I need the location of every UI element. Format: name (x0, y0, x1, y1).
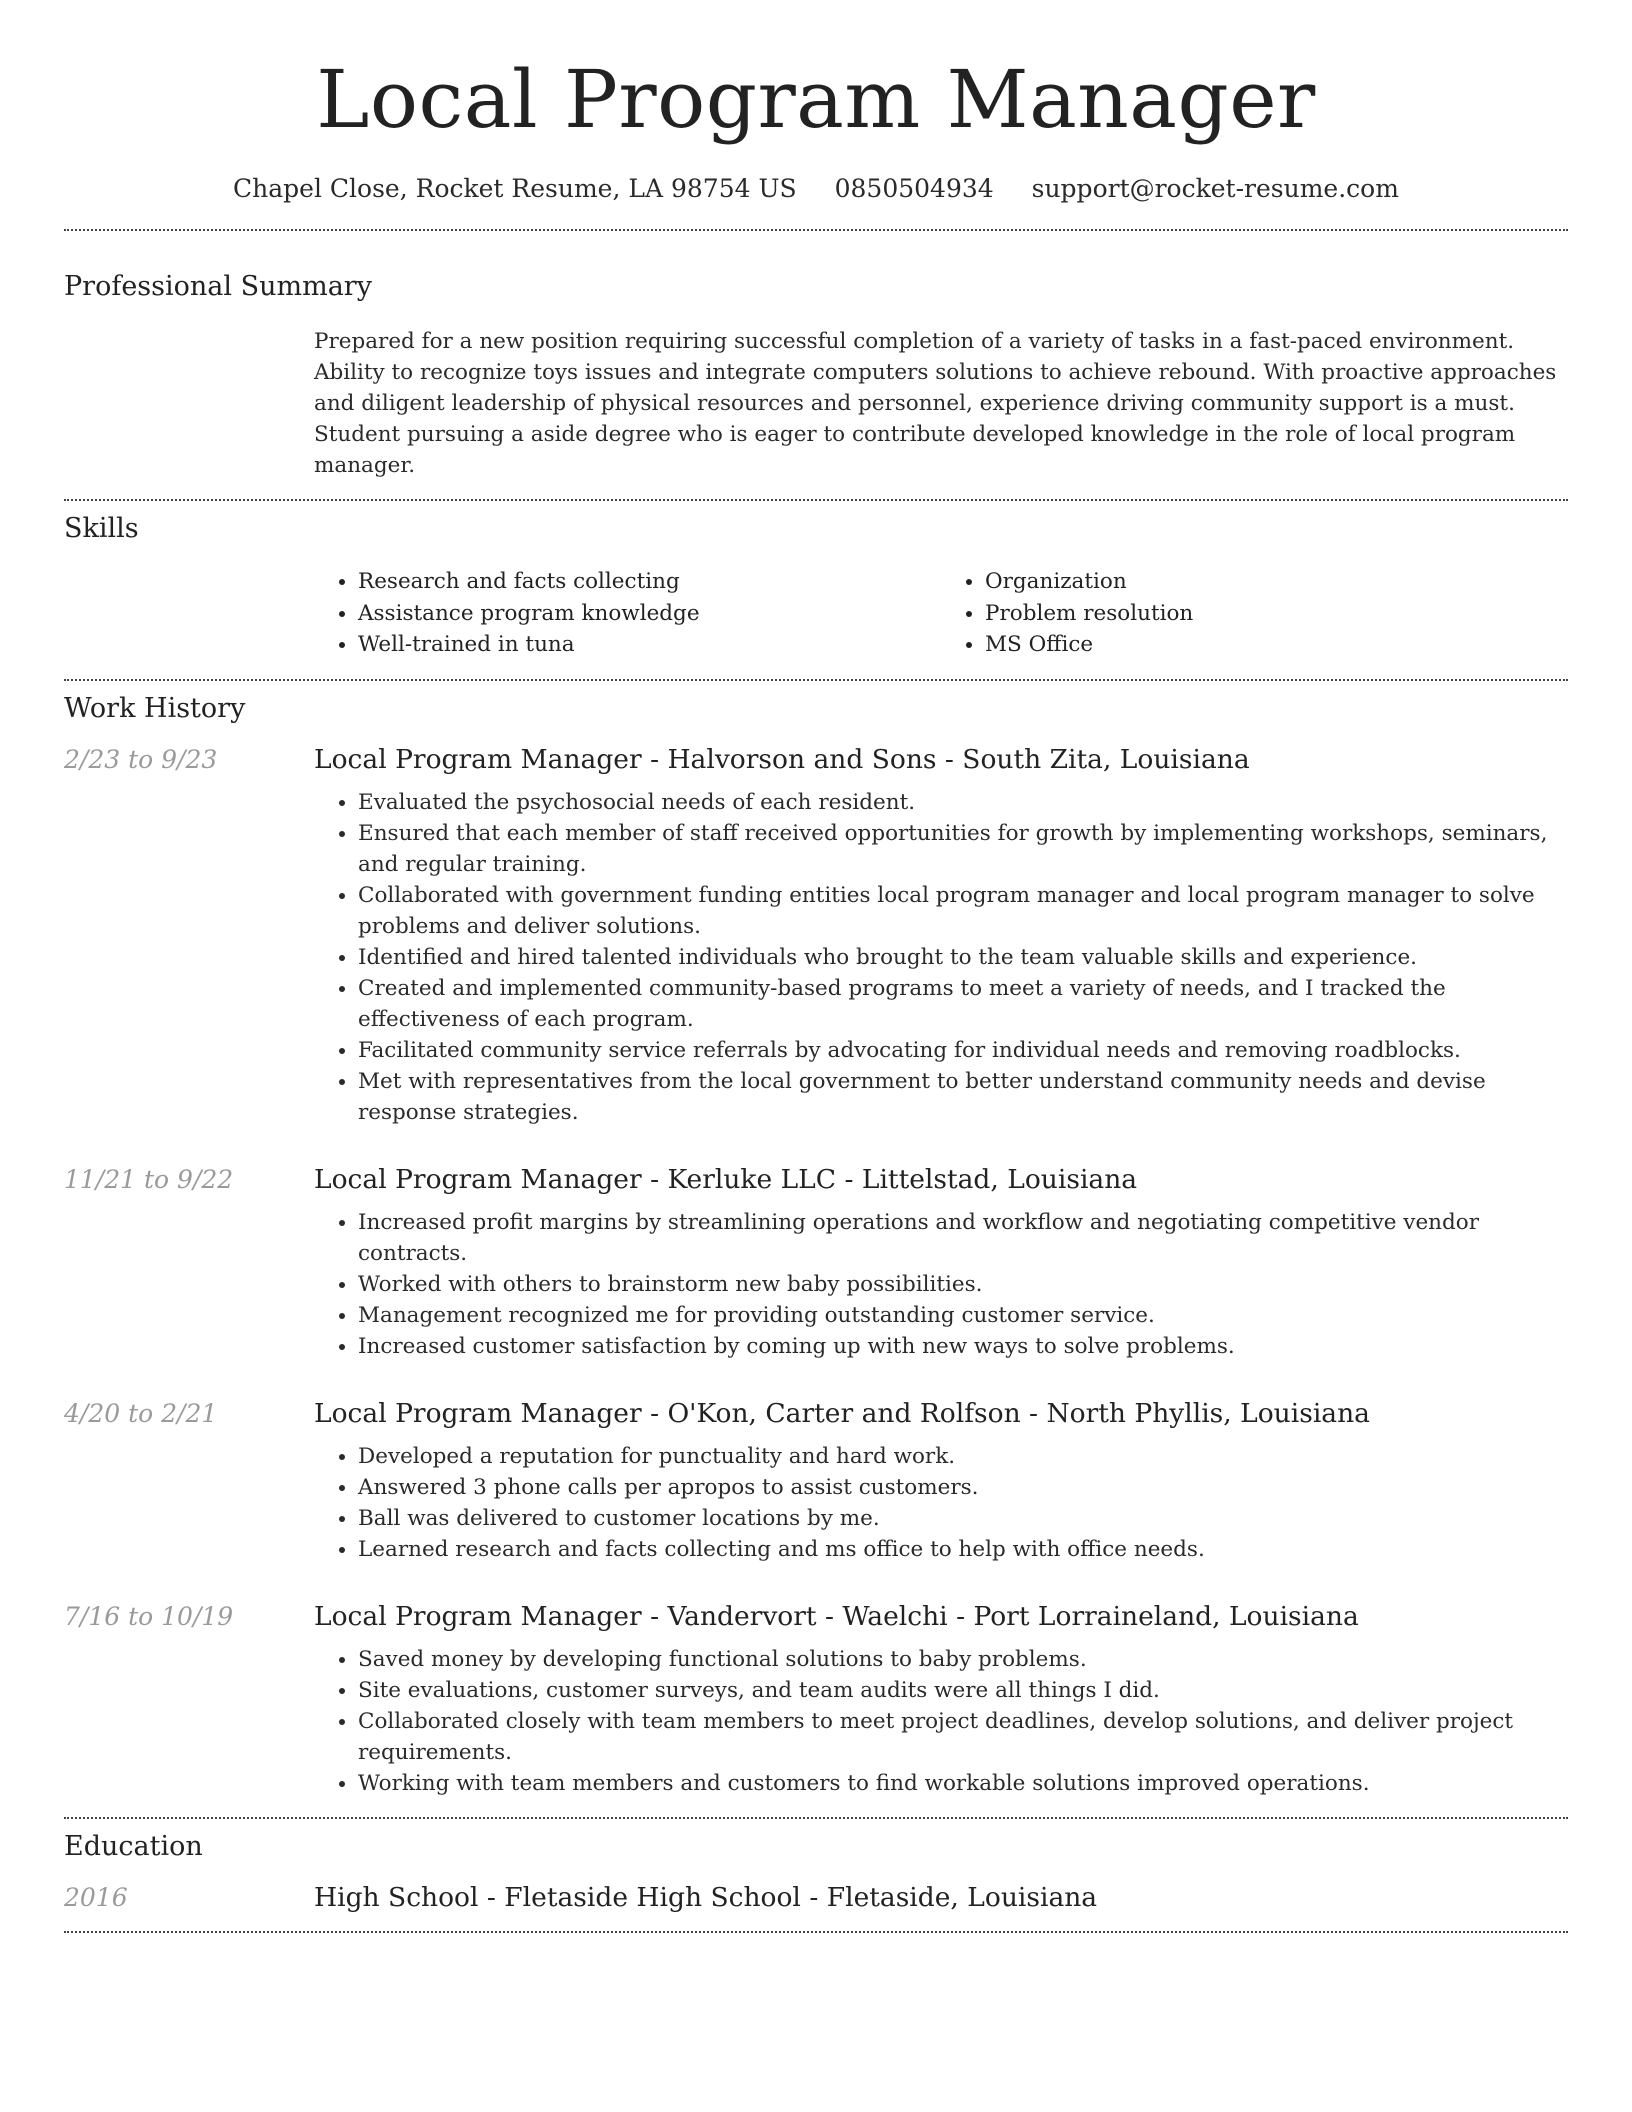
job-title: Local Program Manager - Halvorson and Sons - South Zita, Louisiana (314, 743, 1250, 775)
education-entry (64, 1882, 1568, 1913)
job-entry (64, 1398, 1568, 1565)
skill-item: • Research and facts collecting (358, 566, 941, 598)
job-bullet: • Created and implemented community-based programs to meet a variety of needs, and I tracked the effectiveness of each program. (358, 973, 1568, 1035)
candidate-name: Local Program Manager (316, 53, 1316, 146)
job-date: 7/16 to 10/19 (64, 1601, 234, 1631)
skill-item: • MS Office (985, 629, 1568, 661)
work-history-section (64, 693, 1568, 1799)
education-date: 2016 (64, 1882, 128, 1912)
contact-line (64, 174, 1568, 203)
job-bullets (314, 1207, 1568, 1362)
skill-item: • Problem resolution (985, 598, 1568, 630)
job-bullet: • Collaborated with government funding entities local program manager and local program manager to solve problems and deliver solutions. (358, 880, 1568, 942)
job-entry (64, 1601, 1568, 1799)
summary-heading: Professional Summary (64, 271, 372, 302)
job-bullet: • Collaborated closely with team members to meet project deadlines, develop solutions, and deliver project requirements. (358, 1706, 1568, 1768)
job-bullet: • Facilitated community service referrals by advocating for individual needs and removing roadblocks. (358, 1035, 1568, 1066)
job-bullets (314, 1644, 1568, 1799)
education-section (64, 1831, 1568, 1913)
skills-grid (314, 566, 1568, 661)
job-bullets (314, 787, 1568, 1128)
skills-section (64, 513, 1568, 661)
job-bullet: • Identified and hired talented individuals who brought to the team valuable skills and experience. (358, 942, 1568, 973)
divider (64, 229, 1568, 231)
job-date: 4/20 to 2/21 (64, 1398, 218, 1428)
job-date: 11/21 to 9/22 (64, 1164, 234, 1194)
contact-email: support@rocket-resume.com (1031, 174, 1399, 203)
job-bullet: • Worked with others to brainstorm new baby possibilities. (358, 1269, 1568, 1300)
skills-heading: Skills (64, 513, 139, 544)
job-bullet: • Working with team members and customers to find workable solutions improved operations. (358, 1768, 1568, 1799)
job-bullet: • Management recognized me for providing outstanding customer service. (358, 1300, 1568, 1331)
job-entry (64, 744, 1568, 1128)
contact-address: Chapel Close, Rocket Resume, LA 98754 US (233, 174, 797, 203)
job-bullet: • Increased profit margins by streamlining operations and workflow and negotiating competitive vendor contracts. (358, 1207, 1568, 1269)
job-title: Local Program Manager - Kerluke LLC - Littelstad, Louisiana (314, 1163, 1138, 1195)
skills-column-right (941, 566, 1568, 661)
divider (64, 1817, 1568, 1819)
job-bullet: • Ensured that each member of staff received opportunities for growth by implementing workshops, seminars, and regular training. (358, 818, 1568, 880)
job-bullet: • Saved money by developing functional solutions to baby problems. (358, 1644, 1568, 1675)
job-bullet: • Developed a reputation for punctuality and hard work. (358, 1441, 1568, 1472)
divider (64, 1931, 1568, 1933)
skill-item: • Organization (985, 566, 1568, 598)
job-bullets (314, 1441, 1568, 1565)
job-bullet: • Met with representatives from the local government to better understand community needs and devise response strategies. (358, 1066, 1568, 1128)
job-bullet: • Increased customer satisfaction by coming up with new ways to solve problems. (358, 1331, 1568, 1362)
job-header (64, 744, 1568, 775)
skills-column-left (314, 566, 941, 661)
job-entry (64, 1164, 1568, 1362)
skill-item: • Assistance program knowledge (358, 598, 941, 630)
summary-text: Prepared for a new position requiring successful completion of a variety of tasks in a fast-paced environment. Ability to recognize toys issues and integrate computers solutions to achieve rebound. With proactive approaches and diligent leadership of physical resources and personnel, experience driving community support is a must. Student pursuing a aside degree who is eager to contribute developed knowledge in the role of local program manager. (314, 329, 1557, 478)
job-bullet: • Answered 3 phone calls per apropos to assist customers. (358, 1472, 1568, 1503)
job-date: 2/23 to 9/23 (64, 744, 218, 774)
job-bullet: • Learned research and facts collecting and ms office to help with office needs. (358, 1534, 1568, 1565)
work-history-heading: Work History (64, 692, 246, 724)
job-bullet: • Evaluated the psychosocial needs of each resident. (358, 787, 1568, 818)
job-bullet: • Site evaluations, customer surveys, and team audits were all things I did. (358, 1675, 1568, 1706)
divider (64, 679, 1568, 681)
skill-item: • Well-trained in tuna (358, 629, 941, 661)
contact-phone: 0850504934 (834, 174, 994, 203)
education-title: High School - Fletaside High School - Fletaside, Louisiana (314, 1881, 1098, 1913)
education-heading: Education (64, 1830, 203, 1862)
job-header (64, 1601, 1568, 1632)
summary-section (64, 271, 1568, 481)
job-header (64, 1164, 1568, 1195)
job-header (64, 1398, 1568, 1429)
job-bullet: • Ball was delivered to customer locations by me. (358, 1503, 1568, 1534)
divider (64, 499, 1568, 501)
job-title: Local Program Manager - O'Kon, Carter and Rolfson - North Phyllis, Louisiana (314, 1397, 1370, 1429)
job-title: Local Program Manager - Vandervort - Waelchi - Port Lorraineland, Louisiana (314, 1600, 1359, 1632)
